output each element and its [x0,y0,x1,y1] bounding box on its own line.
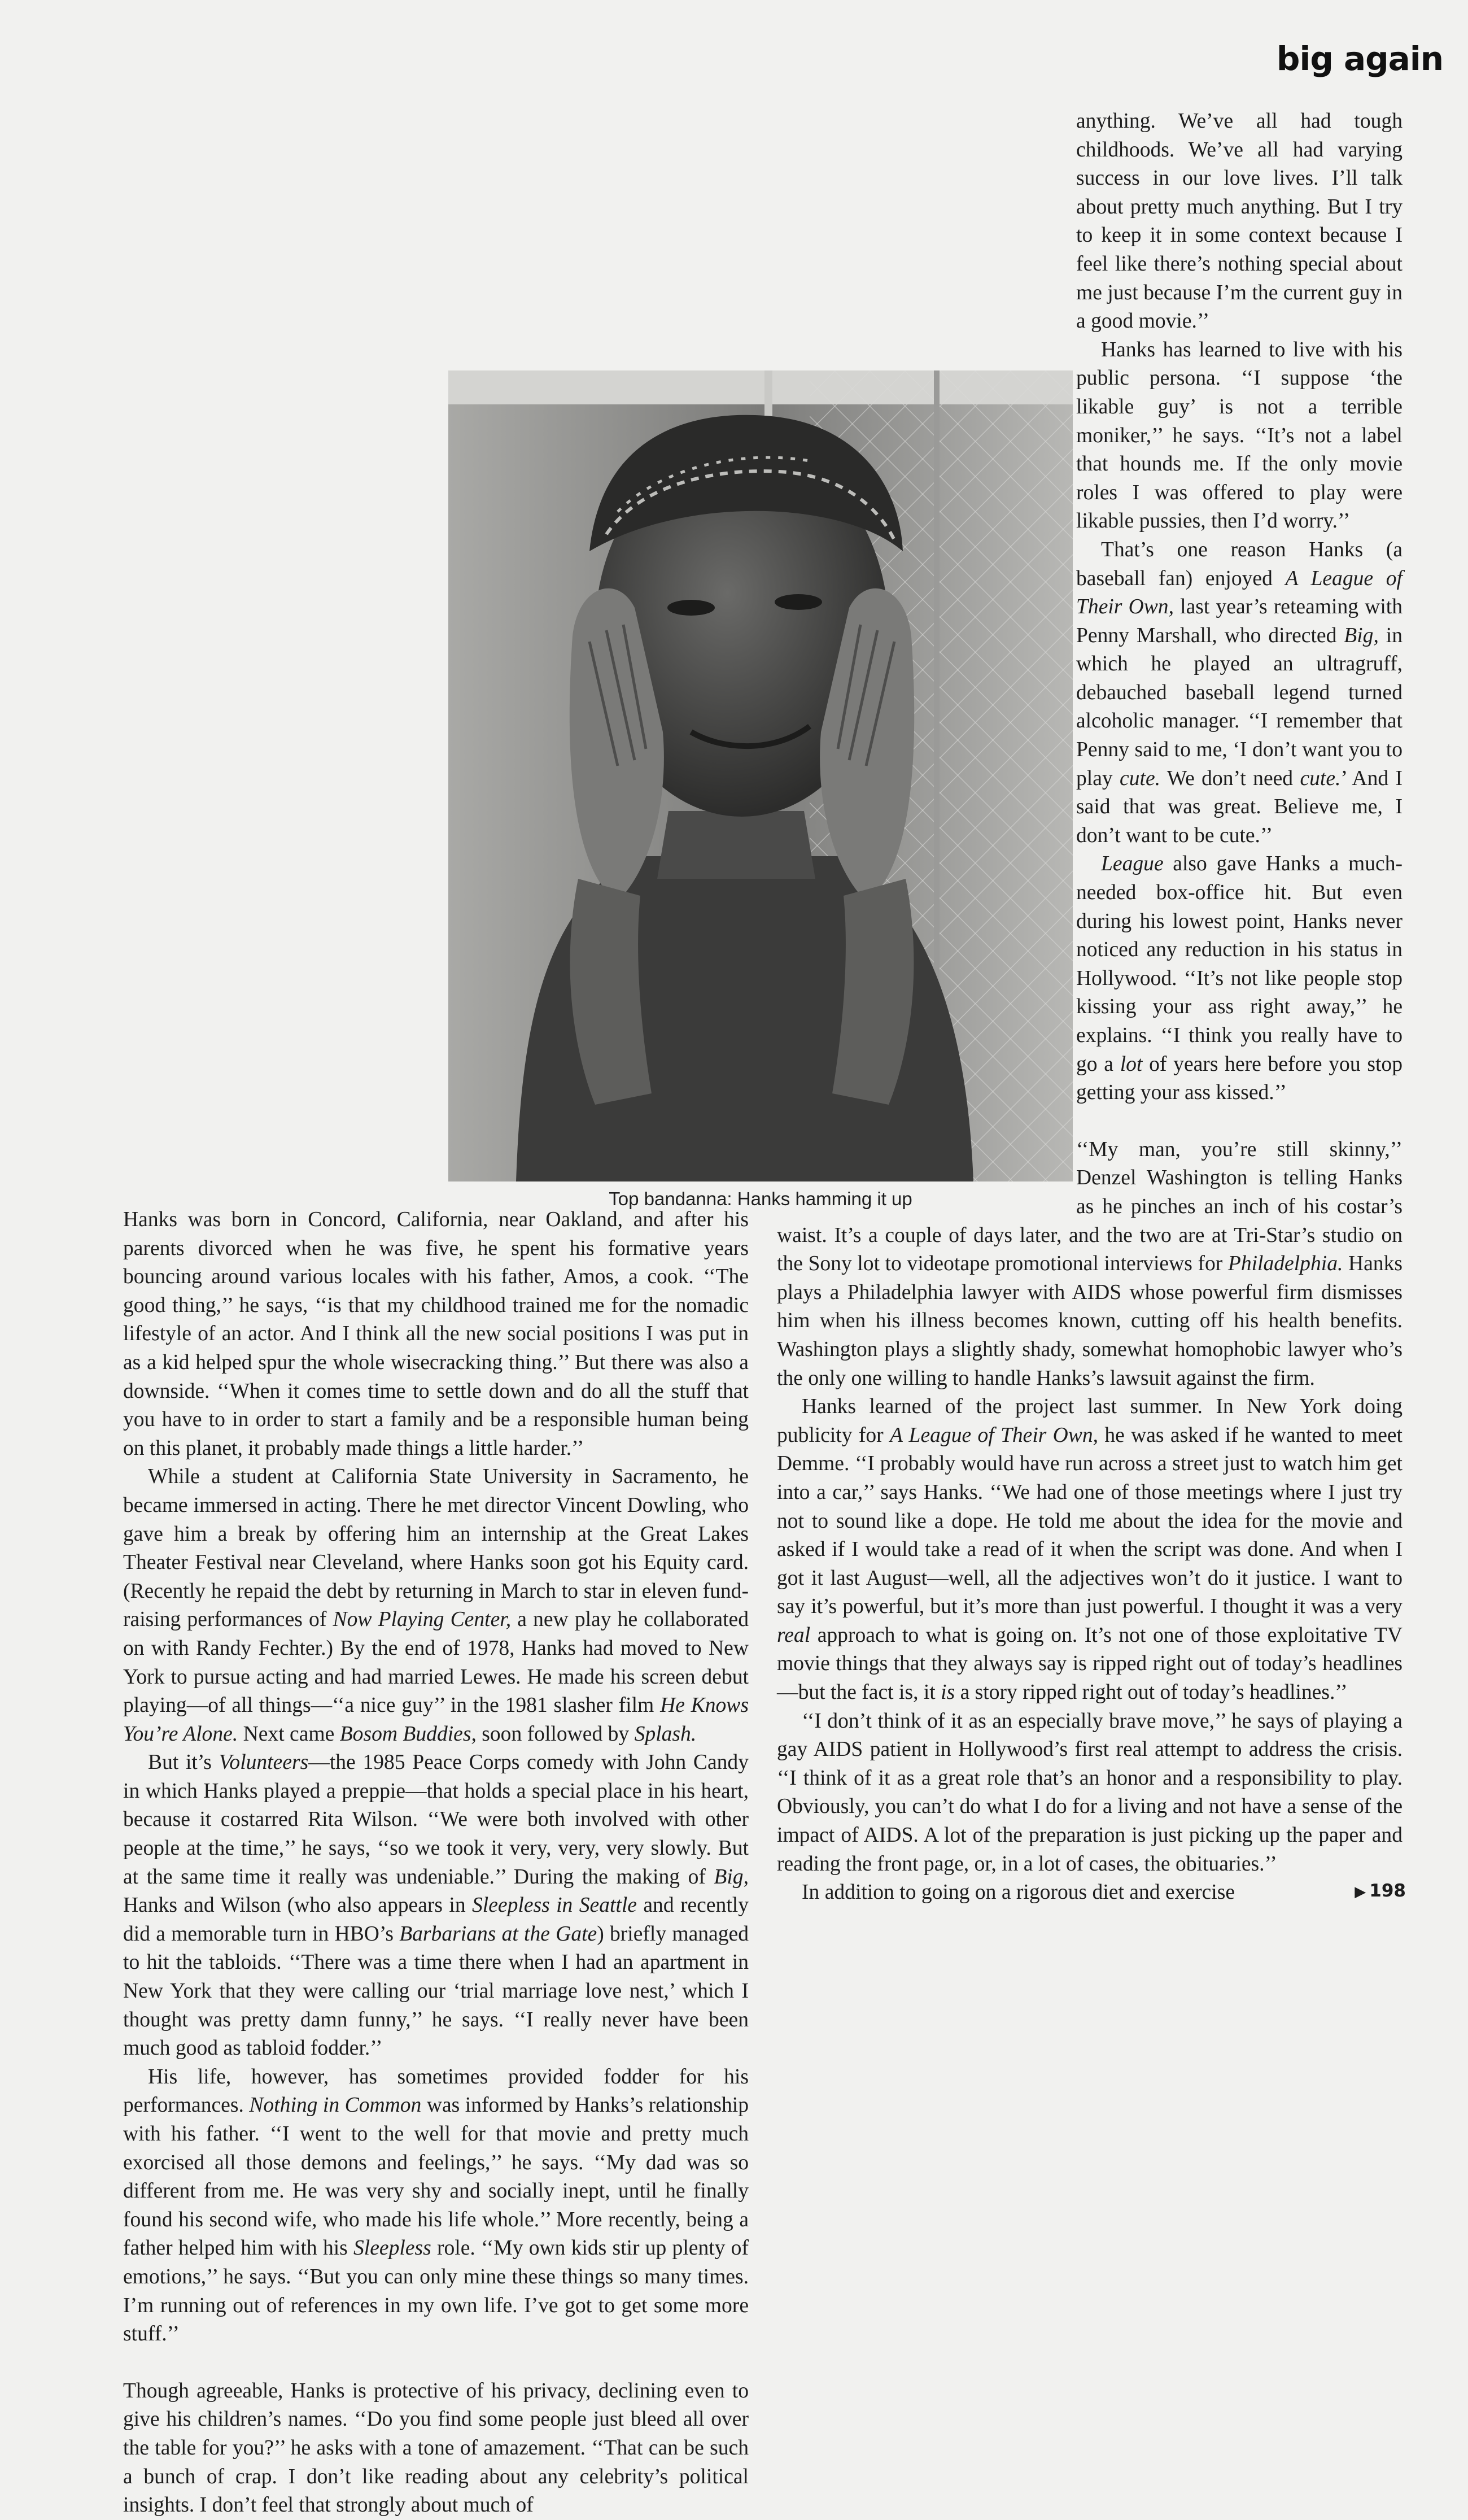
continued-page-number: 198 [1369,1881,1406,1901]
photo-wrap-spacer [777,107,1076,1206]
article-paragraph: While a student at California State University in Sacramento, he became immersed in acting. There he met director Vincent Dowling, who gave him a break by offering him an internship at the Great Lakes Theater Festival near Cleveland, where Hanks soon got his Equity card. (Recently he repaid the debt by returning in March to star in eleven fund-raising performances of Now Playing Center, a new play he collaborated on with Randy Fechter.) By the end of 1978, Hanks had moved to New York to pursue acting and had married Lewes. He made his screen debut playing—of all things—‘‘a nice guy’’ in the 1981 slasher film He Knows You’re Alone. Next came Bosom Buddies, soon followed by Splash. [123,1465,749,1746]
article-paragraph: League also gave Hanks a much-needed box-office hit. But even during his lowest point, Hanks never noticed any reduction in his status in Hollywood. ‘‘It’s not like people stop kissing your ass right away,’’ he explains. ‘‘I think you really have to go a lot of years here before you stop getting your ass kissed.’’ [1076,852,1403,1105]
photo-caption: Top bandanna: Hanks hamming it up [609,1188,912,1209]
article-paragraph: Hanks learned of the project last summer. In New York doing publicity for A League of Their Own, he was asked if he wanted to meet Demme. ‘‘I probably would have run across a street just to watch him get into a car,’’ says Hanks. ‘‘We had one of those meetings where I just try not to sound like a dope. He told me about the idea for the movie and asked if I would take a read of it when the script was done. And when I got it last August—well, all the adjectives won’t do it justice. I want to say it’s powerful, but it’s more than just powerful. I thought it was a very real approach to what is going on. It’s not one of those exploitative TV movie things that they always say is ripped right out of today’s headlines—but the fact is, it is a story ripped right out of today’s headlines.’’ [777,1395,1403,1704]
article-paragraph: Hanks was born in Concord, California, near Oakland, and after his parents divorced when he was five, he spent his formative years bouncing around various locales with his father, Amos, a cook. ‘‘The good thing,’’ he says, ‘‘is that my childhood trained me for the nomadic lifestyle of an actor. And I think all the new social positions I was put in as a kid helped spur the whole wisecracking thing.’’ But there was also a downside. ‘‘When it comes time to settle down and do all the stuff that you have to in order to start a family and be a responsible human being on this planet, it probably made things a little harder.’’ [123,1208,749,1460]
article-paragraph: His life, however, has sometimes provided fodder for his performances. Nothing in Common was informed by Hanks’s relationship with his father. ‘‘I went to the well for that movie and pretty much exorcised all those demons and feelings,’’ he says. ‘‘My dad was so different from me. He was very shy and socially inept, until he finally found his second wife, who made his life whole.’’ More recently, being a father helped him with his Sleepless role. ‘‘My own kids stir up plenty of emotions,’’ he says. ‘‘But you can only mine these things so many times. I’m running out of references in my own life. I’ve got to get some more stuff.’’ [123,2065,749,2346]
right-column [777,107,1403,1923]
article-paragraph: In addition to going on a rigorous diet and exercise [802,1881,1235,1904]
article-paragraph: ‘‘My man, you’re still skinny,’’ Denzel Washington is telling Hanks as he pinches an inch of his costar’s waist. It’s a couple of days later, and the two are at Tri-Star’s studio on the Sony lot to videotape promotional interviews for Philadelphia. Hanks plays a Philadelphia lawyer with AIDS whose powerful firm dismisses him when his illness becomes known, cutting off his health benefits. Washington plays a slightly shady, somewhat homophobic lawyer who’s the only one willing to handle Hanks’s lawsuit against the firm. [777,1137,1403,1390]
section-title: big again [1276,40,1443,78]
article-paragraph: ‘‘I don’t think of it as an especially brave move,’’ he says of playing a gay AIDS patient in Hollywood’s first real attempt to address the crisis. ‘‘I think of it as a great role that’s an honor and a responsibility to play. Obviously, you can’t do what I do for a living and not have a sense of the impact of AIDS. A lot of the preparation is just picking up the paper and reading the front page, or, in a lot of cases, the obituaries.’’ [777,1709,1403,1876]
article-paragraph: Though agreeable, Hanks is protective of his privacy, declining even to give his children’s names. ‘‘Do you find some people just bleed all over the table for you?’’ he asks with a tone of amazement. ‘‘That can be such a bunch of crap. I don’t like reading about any celebrity’s political insights. I don’t feel that strongly about much of [123,2379,749,2517]
continued-on-page [1355,1881,1406,1901]
article-paragraph: Hanks has learned to live with his public persona. ‘‘I suppose ‘the likable guy’ is not a terrible moniker,’’ he says. ‘‘It’s not a label that hounds me. If the only movie roles I was offered to play were likable pussies, then I’d worry.’’ [1076,338,1403,533]
article-paragraph: But it’s Volunteers—the 1985 Peace Corps comedy with John Candy in which Hanks played a preppie—that holds a special place in his heart, because it costarred Rita Wilson. ‘‘We were both involved with other people at the time,’’ he says, ‘‘so we took it very, very, very slowly. But at the same time it really was undeniable.’’ During the making of Big, Hanks and Wilson (who also appears in Sleepless in Seattle and recently did a memorable turn in HBO’s Barbarians at the Gate) briefly managed to hit the tabloids. ‘‘There was a time there when I had an apartment in New York that they were calling our ‘trial marriage love nest,’ which I thought was pretty damn funny,’’ he says. ‘‘I really never have been much good as tabloid fodder.’’ [123,1751,749,2060]
left-column [123,107,749,2517]
article-paragraph: That’s one reason Hanks (a baseball fan) enjoyed A League of Their Own, last year’s reteaming with Penny Marshall, who directed Big, in which he played an ultragruff, debauched baseball legend turned alcoholic manager. ‘‘I remember that Penny said to me, ‘I don’t want you to play cute. We don’t need cute.’ And I said that was great. Believe me, I don’t want to be cute.’’ [1076,538,1403,847]
photo-wrap-spacer [126,107,749,1206]
right-triangle-icon: ▶ [1355,1884,1366,1900]
article-paragraph: anything. We’ve all had tough childhoods. We’ve all had varying success in our love lives. I’ll talk about pretty much anything. But I try to keep it in some context because I feel like there’s nothing special about me just because I’m the current guy in a good movie.’’ [1076,110,1403,333]
